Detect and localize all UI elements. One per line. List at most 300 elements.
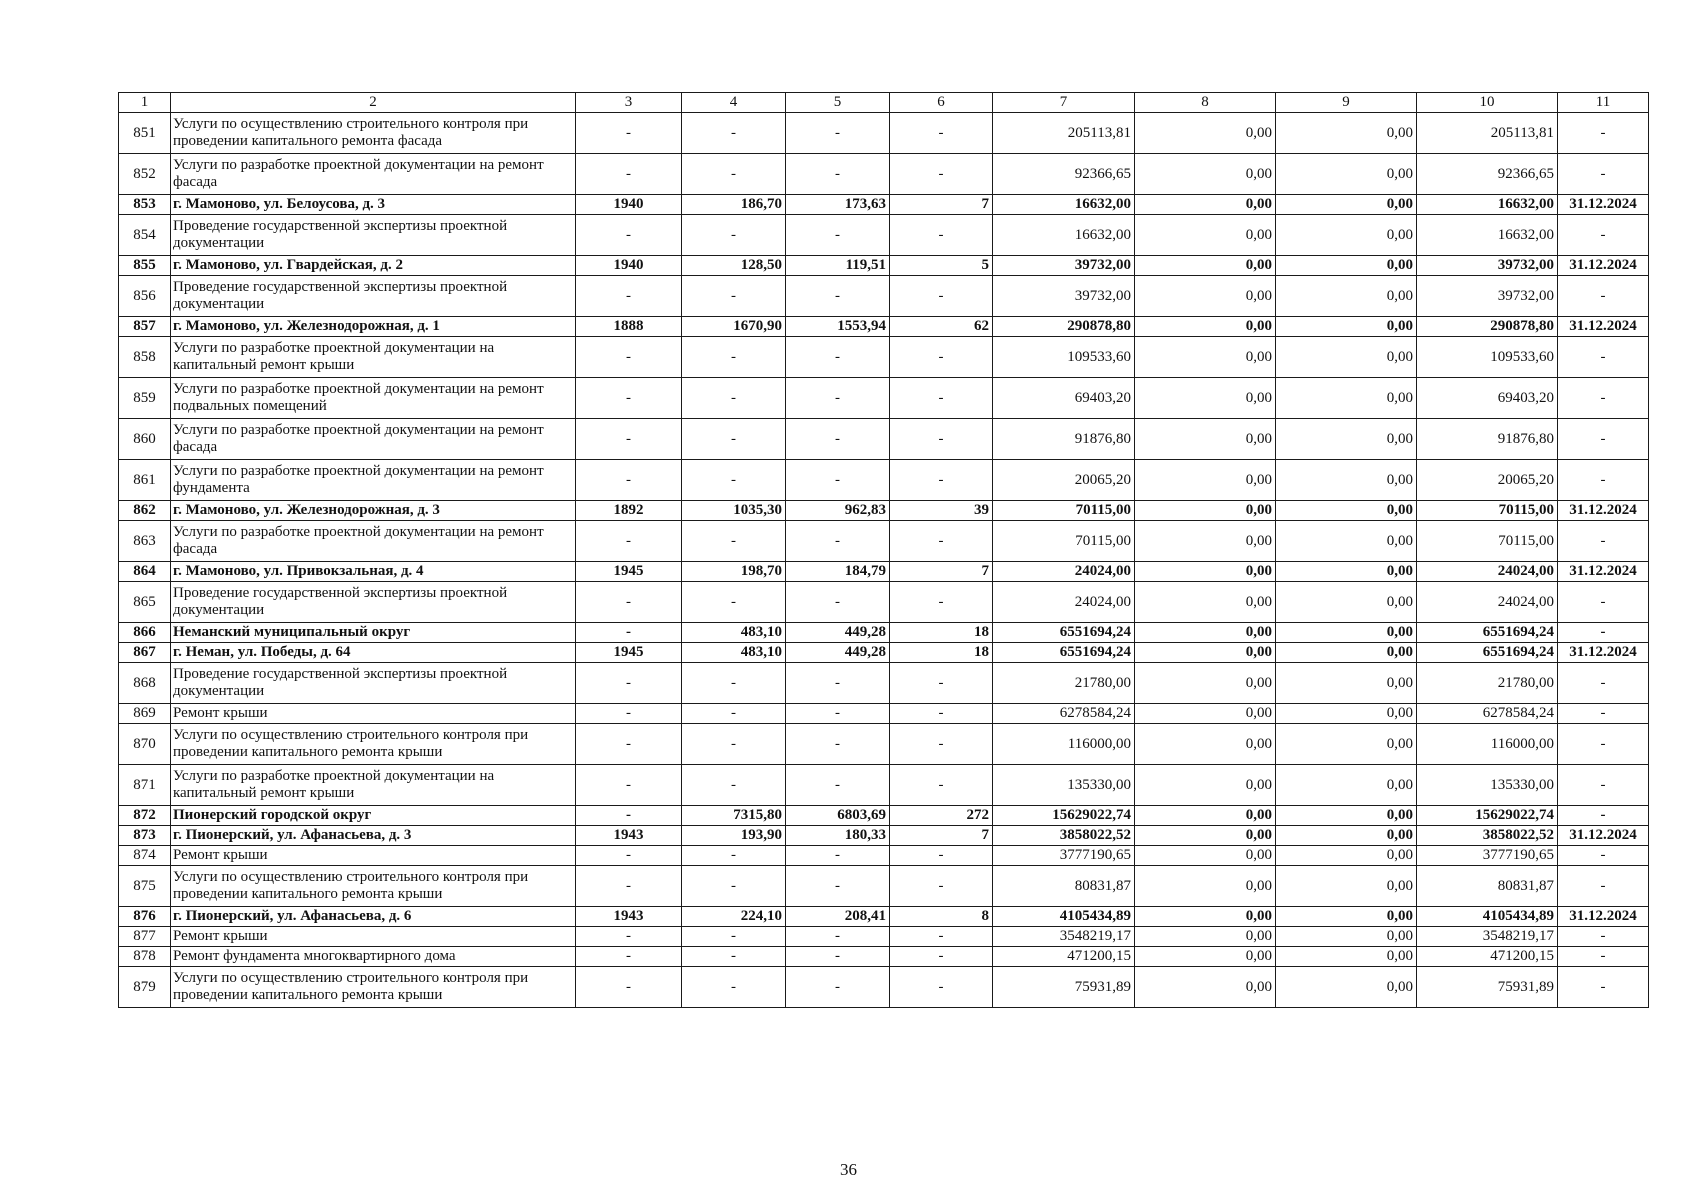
col8-cell: 0,00 [1135, 521, 1276, 562]
table-row [119, 623, 1649, 643]
col11-cell: 31.12.2024 [1558, 195, 1649, 215]
col3-cell: - [576, 765, 682, 806]
col8-cell: 0,00 [1135, 765, 1276, 806]
col5-cell: - [786, 337, 890, 378]
table-row [119, 846, 1649, 866]
row-number-cell: 871 [119, 765, 171, 806]
col4-cell: 1035,30 [682, 501, 786, 521]
col11-cell: - [1558, 460, 1649, 501]
col7-cell: 471200,15 [993, 947, 1135, 967]
row-number-cell: 863 [119, 521, 171, 562]
col9-cell: 0,00 [1276, 256, 1417, 276]
item-name-cell: Проведение государственной экспертизы проектной документации [171, 663, 576, 704]
col11-cell: 31.12.2024 [1558, 317, 1649, 337]
col11-cell: - [1558, 276, 1649, 317]
table-row [119, 317, 1649, 337]
header-cell: 5 [786, 93, 890, 113]
col3-cell: - [576, 967, 682, 1008]
col6-cell: - [890, 724, 993, 765]
item-name-cell: Услуги по разработке проектной документации на ремонт подвальных помещений [171, 378, 576, 419]
col4-cell: 7315,80 [682, 806, 786, 826]
col6-cell: - [890, 337, 993, 378]
col7-cell: 80831,87 [993, 866, 1135, 907]
col11-cell: - [1558, 663, 1649, 704]
col4-cell: - [682, 337, 786, 378]
table-row [119, 765, 1649, 806]
capital-repair-table [118, 92, 1649, 1008]
row-number-cell: 853 [119, 195, 171, 215]
header-cell: 2 [171, 93, 576, 113]
table-row [119, 927, 1649, 947]
col7-cell: 92366,65 [993, 154, 1135, 195]
col6-cell: 7 [890, 562, 993, 582]
col8-cell: 0,00 [1135, 806, 1276, 826]
col5-cell: 119,51 [786, 256, 890, 276]
col8-cell: 0,00 [1135, 866, 1276, 907]
item-name-cell: г. Мамоново, ул. Белоусова, д. 3 [171, 195, 576, 215]
col9-cell: 0,00 [1276, 195, 1417, 215]
item-name-cell: Услуги по осуществлению строительного контроля при проведении капитального ремонта фасада [171, 113, 576, 154]
col10-cell: 4105434,89 [1417, 907, 1558, 927]
table-row [119, 337, 1649, 378]
col6-cell: - [890, 947, 993, 967]
item-name-cell: Пионерский городской округ [171, 806, 576, 826]
col5-cell: 184,79 [786, 562, 890, 582]
col11-cell: - [1558, 154, 1649, 195]
row-number-cell: 854 [119, 215, 171, 256]
col7-cell: 3777190,65 [993, 846, 1135, 866]
col9-cell: 0,00 [1276, 521, 1417, 562]
item-name-cell: г. Неман, ул. Победы, д. 64 [171, 643, 576, 663]
col8-cell: 0,00 [1135, 378, 1276, 419]
col10-cell: 3777190,65 [1417, 846, 1558, 866]
column-number-header-row [119, 93, 1649, 113]
col10-cell: 20065,20 [1417, 460, 1558, 501]
col4-cell: - [682, 378, 786, 419]
item-name-cell: Ремонт крыши [171, 846, 576, 866]
col10-cell: 39732,00 [1417, 276, 1558, 317]
row-number-cell: 867 [119, 643, 171, 663]
col6-cell: - [890, 866, 993, 907]
row-number-cell: 874 [119, 846, 171, 866]
col10-cell: 24024,00 [1417, 562, 1558, 582]
col5-cell: - [786, 460, 890, 501]
item-name-cell: г. Мамоново, ул. Привокзальная, д. 4 [171, 562, 576, 582]
col6-cell: - [890, 521, 993, 562]
col4-cell: - [682, 765, 786, 806]
col11-cell: 31.12.2024 [1558, 501, 1649, 521]
col9-cell: 0,00 [1276, 927, 1417, 947]
col6-cell: - [890, 846, 993, 866]
item-name-cell: Ремонт крыши [171, 704, 576, 724]
col3-cell: 1945 [576, 643, 682, 663]
col10-cell: 69403,20 [1417, 378, 1558, 419]
row-number-cell: 868 [119, 663, 171, 704]
row-number-cell: 859 [119, 378, 171, 419]
col9-cell: 0,00 [1276, 967, 1417, 1008]
col9-cell: 0,00 [1276, 704, 1417, 724]
col11-cell: - [1558, 947, 1649, 967]
col9-cell: 0,00 [1276, 501, 1417, 521]
row-number-cell: 875 [119, 866, 171, 907]
col3-cell: - [576, 154, 682, 195]
col8-cell: 0,00 [1135, 276, 1276, 317]
col5-cell: - [786, 927, 890, 947]
col4-cell: - [682, 215, 786, 256]
table-row [119, 663, 1649, 704]
col9-cell: 0,00 [1276, 947, 1417, 967]
table-row [119, 947, 1649, 967]
header-cell: 10 [1417, 93, 1558, 113]
table-row [119, 276, 1649, 317]
item-name-cell: Проведение государственной экспертизы проектной документации [171, 582, 576, 623]
col7-cell: 109533,60 [993, 337, 1135, 378]
item-name-cell: Услуги по разработке проектной документации на ремонт фасада [171, 419, 576, 460]
col8-cell: 0,00 [1135, 907, 1276, 927]
col3-cell: - [576, 947, 682, 967]
row-number-cell: 856 [119, 276, 171, 317]
col3-cell: - [576, 521, 682, 562]
col11-cell: - [1558, 866, 1649, 907]
col6-cell: - [890, 113, 993, 154]
col6-cell: 8 [890, 907, 993, 927]
col5-cell: 6803,69 [786, 806, 890, 826]
col5-cell: - [786, 215, 890, 256]
col3-cell: - [576, 927, 682, 947]
col10-cell: 70115,00 [1417, 501, 1558, 521]
col9-cell: 0,00 [1276, 846, 1417, 866]
col8-cell: 0,00 [1135, 947, 1276, 967]
col3-cell: - [576, 724, 682, 765]
col4-cell: - [682, 663, 786, 704]
col6-cell: - [890, 215, 993, 256]
col7-cell: 3858022,52 [993, 826, 1135, 846]
col3-cell: 1945 [576, 562, 682, 582]
item-name-cell: Услуги по разработке проектной документации на ремонт фундамента [171, 460, 576, 501]
col7-cell: 6551694,24 [993, 643, 1135, 663]
item-name-cell: Услуги по осуществлению строительного контроля при проведении капитального ремонта крыши [171, 724, 576, 765]
row-number-cell: 855 [119, 256, 171, 276]
col9-cell: 0,00 [1276, 419, 1417, 460]
col8-cell: 0,00 [1135, 195, 1276, 215]
col10-cell: 3858022,52 [1417, 826, 1558, 846]
col4-cell: - [682, 582, 786, 623]
col3-cell: - [576, 276, 682, 317]
col11-cell: - [1558, 765, 1649, 806]
col9-cell: 0,00 [1276, 337, 1417, 378]
col5-cell: 173,63 [786, 195, 890, 215]
col7-cell: 24024,00 [993, 562, 1135, 582]
col11-cell: - [1558, 521, 1649, 562]
table-row [119, 460, 1649, 501]
col5-cell: 449,28 [786, 623, 890, 643]
col3-cell: - [576, 663, 682, 704]
col7-cell: 16632,00 [993, 215, 1135, 256]
item-name-cell: Ремонт крыши [171, 927, 576, 947]
item-name-cell: Неманский муниципальный округ [171, 623, 576, 643]
col6-cell: 272 [890, 806, 993, 826]
col11-cell: - [1558, 927, 1649, 947]
col6-cell: - [890, 927, 993, 947]
col6-cell: - [890, 582, 993, 623]
col10-cell: 16632,00 [1417, 215, 1558, 256]
col4-cell: - [682, 419, 786, 460]
col9-cell: 0,00 [1276, 582, 1417, 623]
col3-cell: - [576, 623, 682, 643]
col7-cell: 290878,80 [993, 317, 1135, 337]
col7-cell: 20065,20 [993, 460, 1135, 501]
col5-cell: 962,83 [786, 501, 890, 521]
col10-cell: 6551694,24 [1417, 623, 1558, 643]
row-number-cell: 872 [119, 806, 171, 826]
header-cell: 4 [682, 93, 786, 113]
col7-cell: 205113,81 [993, 113, 1135, 154]
col9-cell: 0,00 [1276, 378, 1417, 419]
col5-cell: - [786, 582, 890, 623]
col8-cell: 0,00 [1135, 846, 1276, 866]
col5-cell: - [786, 113, 890, 154]
col10-cell: 109533,60 [1417, 337, 1558, 378]
col4-cell: 198,70 [682, 562, 786, 582]
item-name-cell: г. Пионерский, ул. Афанасьева, д. 6 [171, 907, 576, 927]
page-number: 36 [840, 1160, 857, 1179]
col5-cell: 180,33 [786, 826, 890, 846]
col7-cell: 75931,89 [993, 967, 1135, 1008]
col8-cell: 0,00 [1135, 317, 1276, 337]
col4-cell: 1670,90 [682, 317, 786, 337]
row-number-cell: 861 [119, 460, 171, 501]
table-row [119, 907, 1649, 927]
item-name-cell: Услуги по осуществлению строительного контроля при проведении капитального ремонта крыши [171, 967, 576, 1008]
item-name-cell: Услуги по осуществлению строительного контроля при проведении капитального ремонта крыши [171, 866, 576, 907]
col5-cell: - [786, 704, 890, 724]
col10-cell: 6278584,24 [1417, 704, 1558, 724]
col11-cell: - [1558, 623, 1649, 643]
row-number-cell: 866 [119, 623, 171, 643]
col5-cell: - [786, 846, 890, 866]
col10-cell: 116000,00 [1417, 724, 1558, 765]
row-number-cell: 864 [119, 562, 171, 582]
col10-cell: 6551694,24 [1417, 643, 1558, 663]
col8-cell: 0,00 [1135, 643, 1276, 663]
col11-cell: - [1558, 113, 1649, 154]
col6-cell: - [890, 967, 993, 1008]
col10-cell: 75931,89 [1417, 967, 1558, 1008]
col9-cell: 0,00 [1276, 866, 1417, 907]
col10-cell: 70115,00 [1417, 521, 1558, 562]
table-row [119, 256, 1649, 276]
col5-cell: 1553,94 [786, 317, 890, 337]
col3-cell: - [576, 866, 682, 907]
col5-cell: - [786, 866, 890, 907]
col5-cell: 449,28 [786, 643, 890, 663]
col6-cell: - [890, 276, 993, 317]
col9-cell: 0,00 [1276, 154, 1417, 195]
col4-cell: 483,10 [682, 623, 786, 643]
header-cell: 7 [993, 93, 1135, 113]
col8-cell: 0,00 [1135, 967, 1276, 1008]
col8-cell: 0,00 [1135, 562, 1276, 582]
row-number-cell: 862 [119, 501, 171, 521]
col5-cell: - [786, 419, 890, 460]
col4-cell: - [682, 724, 786, 765]
col8-cell: 0,00 [1135, 419, 1276, 460]
col10-cell: 80831,87 [1417, 866, 1558, 907]
col8-cell: 0,00 [1135, 113, 1276, 154]
col7-cell: 39732,00 [993, 256, 1135, 276]
table-row [119, 866, 1649, 907]
col5-cell: - [786, 378, 890, 419]
col11-cell: - [1558, 337, 1649, 378]
table-row [119, 195, 1649, 215]
col5-cell: - [786, 663, 890, 704]
col10-cell: 3548219,17 [1417, 927, 1558, 947]
col11-cell: 31.12.2024 [1558, 256, 1649, 276]
col3-cell: - [576, 113, 682, 154]
col5-cell: - [786, 724, 890, 765]
row-number-cell: 873 [119, 826, 171, 846]
row-number-cell: 870 [119, 724, 171, 765]
col4-cell: - [682, 927, 786, 947]
col4-cell: - [682, 947, 786, 967]
col3-cell: - [576, 337, 682, 378]
col5-cell: - [786, 521, 890, 562]
col3-cell: - [576, 460, 682, 501]
col4-cell: - [682, 154, 786, 195]
col9-cell: 0,00 [1276, 460, 1417, 501]
col8-cell: 0,00 [1135, 337, 1276, 378]
col10-cell: 15629022,74 [1417, 806, 1558, 826]
col3-cell: - [576, 582, 682, 623]
col9-cell: 0,00 [1276, 663, 1417, 704]
col7-cell: 24024,00 [993, 582, 1135, 623]
table-row [119, 826, 1649, 846]
header-cell: 1 [119, 93, 171, 113]
col9-cell: 0,00 [1276, 765, 1417, 806]
col5-cell: - [786, 967, 890, 1008]
col8-cell: 0,00 [1135, 927, 1276, 947]
table-row [119, 967, 1649, 1008]
col3-cell: 1943 [576, 907, 682, 927]
col4-cell: 193,90 [682, 826, 786, 846]
item-name-cell: г. Мамоново, ул. Гвардейская, д. 2 [171, 256, 576, 276]
col10-cell: 471200,15 [1417, 947, 1558, 967]
col11-cell: - [1558, 419, 1649, 460]
header-cell: 6 [890, 93, 993, 113]
item-name-cell: Услуги по разработке проектной документации на ремонт фасада [171, 154, 576, 195]
col11-cell: 31.12.2024 [1558, 826, 1649, 846]
col7-cell: 69403,20 [993, 378, 1135, 419]
col6-cell: 18 [890, 623, 993, 643]
col4-cell: - [682, 276, 786, 317]
col4-cell: - [682, 967, 786, 1008]
col3-cell: 1940 [576, 195, 682, 215]
row-number-cell: 878 [119, 947, 171, 967]
table-row [119, 113, 1649, 154]
col6-cell: 18 [890, 643, 993, 663]
table-row [119, 215, 1649, 256]
col4-cell: - [682, 113, 786, 154]
col11-cell: 31.12.2024 [1558, 562, 1649, 582]
row-number-cell: 865 [119, 582, 171, 623]
col6-cell: - [890, 663, 993, 704]
item-name-cell: Проведение государственной экспертизы проектной документации [171, 276, 576, 317]
col8-cell: 0,00 [1135, 826, 1276, 846]
col5-cell: - [786, 154, 890, 195]
col5-cell: - [786, 765, 890, 806]
col10-cell: 24024,00 [1417, 582, 1558, 623]
item-name-cell: Услуги по разработке проектной документации на капитальный ремонт крыши [171, 337, 576, 378]
col3-cell: - [576, 215, 682, 256]
table-row [119, 501, 1649, 521]
item-name-cell: г. Мамоново, ул. Железнодорожная, д. 3 [171, 501, 576, 521]
col11-cell: - [1558, 215, 1649, 256]
header-cell: 11 [1558, 93, 1649, 113]
col7-cell: 6551694,24 [993, 623, 1135, 643]
col3-cell: - [576, 846, 682, 866]
header-cell: 9 [1276, 93, 1417, 113]
col11-cell: 31.12.2024 [1558, 907, 1649, 927]
col8-cell: 0,00 [1135, 215, 1276, 256]
col8-cell: 0,00 [1135, 623, 1276, 643]
col11-cell: 31.12.2024 [1558, 643, 1649, 663]
col10-cell: 39732,00 [1417, 256, 1558, 276]
col9-cell: 0,00 [1276, 215, 1417, 256]
col9-cell: 0,00 [1276, 623, 1417, 643]
col11-cell: - [1558, 967, 1649, 1008]
col6-cell: 62 [890, 317, 993, 337]
table-row [119, 806, 1649, 826]
item-name-cell: Ремонт фундамента многоквартирного дома [171, 947, 576, 967]
col6-cell: - [890, 419, 993, 460]
item-name-cell: г. Пионерский, ул. Афанасьева, д. 3 [171, 826, 576, 846]
col4-cell: 224,10 [682, 907, 786, 927]
row-number-cell: 876 [119, 907, 171, 927]
col3-cell: 1940 [576, 256, 682, 276]
col7-cell: 4105434,89 [993, 907, 1135, 927]
col3-cell: 1892 [576, 501, 682, 521]
row-number-cell: 860 [119, 419, 171, 460]
col5-cell: - [786, 276, 890, 317]
col6-cell: 7 [890, 195, 993, 215]
col4-cell: 186,70 [682, 195, 786, 215]
table-body [119, 93, 1649, 1008]
table-row [119, 704, 1649, 724]
col7-cell: 21780,00 [993, 663, 1135, 704]
col6-cell: 7 [890, 826, 993, 846]
row-number-cell: 869 [119, 704, 171, 724]
col6-cell: 5 [890, 256, 993, 276]
col6-cell: - [890, 154, 993, 195]
col10-cell: 205113,81 [1417, 113, 1558, 154]
col7-cell: 39732,00 [993, 276, 1135, 317]
col10-cell: 135330,00 [1417, 765, 1558, 806]
col4-cell: - [682, 866, 786, 907]
col7-cell: 70115,00 [993, 501, 1135, 521]
col4-cell: 483,10 [682, 643, 786, 663]
col10-cell: 92366,65 [1417, 154, 1558, 195]
col3-cell: - [576, 378, 682, 419]
item-name-cell: Услуги по разработке проектной документации на ремонт фасада [171, 521, 576, 562]
col9-cell: 0,00 [1276, 113, 1417, 154]
col4-cell: - [682, 460, 786, 501]
col3-cell: 1888 [576, 317, 682, 337]
col10-cell: 290878,80 [1417, 317, 1558, 337]
col11-cell: - [1558, 582, 1649, 623]
table-row [119, 521, 1649, 562]
header-cell: 3 [576, 93, 682, 113]
col4-cell: 128,50 [682, 256, 786, 276]
